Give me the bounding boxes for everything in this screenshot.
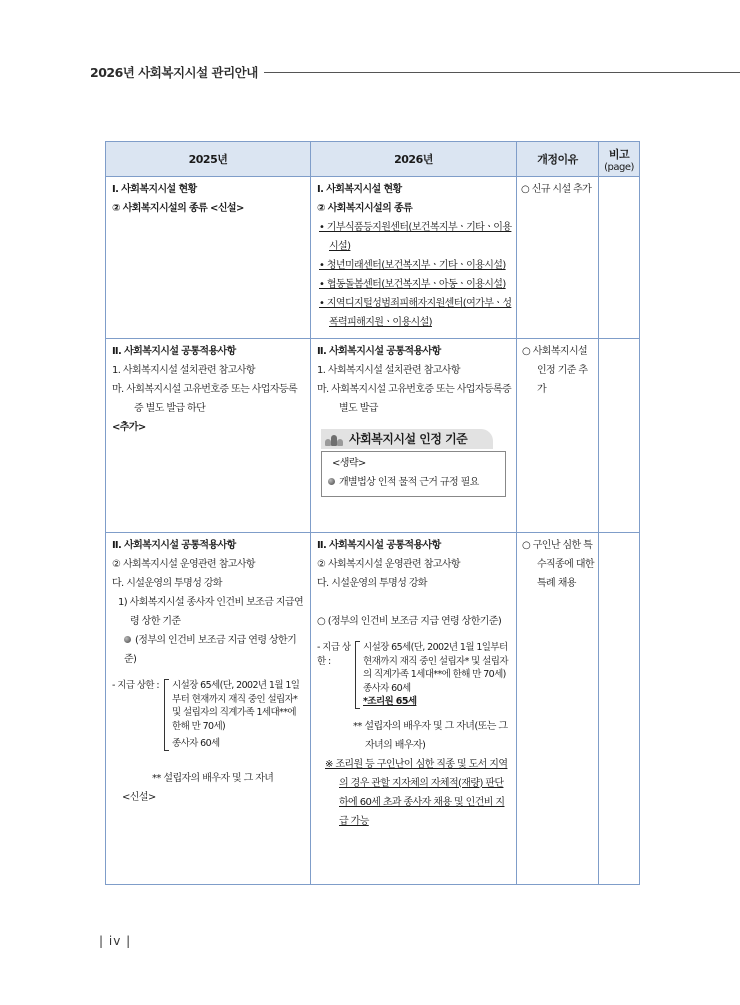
- standard-title: 사회복지시설 인정 기준: [349, 431, 468, 446]
- clause-lead: - 지급 상한 :: [317, 642, 351, 667]
- text-line: [328, 473, 499, 492]
- note-exception: ※ 조리원 등 구인난이 심한 직종 및 도서 지역의 경우 관할 지자체의 자체적(재량) 판단하에 60세 초과 종사자 채용 및 인건비 지급 가능: [325, 758, 508, 827]
- facility-item: • 청년미래센터(보건복지부ㆍ기타ㆍ이용시설): [319, 260, 506, 271]
- page-number: | iv |: [99, 934, 132, 948]
- facility-item: • 협동돌봄센터(보건복지부ㆍ아동ㆍ이용시설): [319, 279, 506, 290]
- row2-old: [106, 339, 311, 533]
- remark-sub: (page): [604, 161, 634, 173]
- row2-remark: [599, 339, 640, 533]
- text-line: Ⅰ. 사회복지시설 현황: [317, 184, 402, 195]
- remark-label: 비고: [608, 147, 630, 161]
- text-line: 1) 사회복지시설 종사자 인건비 보조금 지급연령 상한 기준: [118, 597, 304, 627]
- age-limit-clause: [112, 679, 306, 751]
- text-line: Ⅱ. 사회복지시설 공통적용사항: [317, 540, 441, 551]
- text-line: Ⅱ. 사회복지시설 공통적용사항: [112, 346, 236, 357]
- text-line: ② 사회복지시설 운영관련 참고사항: [317, 559, 460, 570]
- text-line: 마. 사회복지시설 고유번호증 또는 사업자등록증 별도 발급: [317, 384, 512, 414]
- clause-items: [363, 641, 512, 709]
- clause-item: 종사자 60세: [172, 738, 220, 749]
- text-line: [112, 631, 306, 669]
- facility-item: • 기부식품등지원센터(보건복지부ㆍ기타ㆍ이용시설): [319, 222, 512, 252]
- text-line: Ⅰ. 사회복지시설 현황: [112, 184, 197, 195]
- standard-box: [321, 451, 506, 497]
- row3-new: [311, 533, 517, 885]
- table-row: [106, 339, 640, 533]
- text-line: Ⅱ. 사회복지시설 공통적용사항: [112, 540, 236, 551]
- col-2026: 2026년: [311, 142, 517, 177]
- standard-tab: [321, 429, 493, 449]
- text-line: ○ (정부의 인건비 보조금 지급 연령 상한기준): [317, 616, 502, 627]
- note: ** 설립자의 배우자 및 그 자녀: [152, 772, 274, 784]
- standard-box-title: [317, 427, 512, 451]
- row3-old: [106, 533, 311, 885]
- text-line: 다. 시설운영의 투명성 강화: [317, 578, 427, 589]
- col-remark: [599, 142, 640, 177]
- row3-remark: [599, 533, 640, 885]
- facility-item: • 지역디지털성범죄피해자지원센터(여가부ㆍ성폭력피해지원ㆍ이용시설): [319, 298, 512, 328]
- header-rule: [264, 72, 740, 73]
- document-title: 2026년 사회복지시설 관리안내: [90, 65, 258, 80]
- age-limit-clause: [317, 641, 512, 709]
- clause-lead: - 지급 상한 :: [112, 680, 159, 691]
- clause-item: 시설장 65세(단, 2002년 1월 1일부터 현재까지 재직 중인 설립자* 및 설립자의 직계가족 1세대**에 한해 만 70세): [363, 642, 508, 680]
- row1-remark: [599, 177, 640, 339]
- row1-reason: ○ 신규 시설 추가: [517, 177, 599, 339]
- row3-reason: ○ 구인난 심한 특수직종에 대한 특례 채용: [517, 533, 599, 885]
- text-line: Ⅱ. 사회복지시설 공통적용사항: [317, 346, 441, 357]
- clause-item: 시설장 65세(단, 2002년 1월 1일부터 현재까지 재직 중인 설립자* 및 설립자의 직계가족 1세대**에 한해 만 70세): [172, 680, 300, 732]
- table-row: [106, 533, 640, 885]
- text-line: <추가>: [112, 422, 146, 433]
- cook-exception: *조리원 65세: [363, 696, 417, 707]
- row2-reason: ○ 사회복지시설 인정 기준 추가: [517, 339, 599, 533]
- row1-old: [106, 177, 311, 339]
- text-line: 마. 사회복지시설 고유번호증 또는 사업자등록증 별도 발급 하단: [112, 384, 298, 414]
- clause-item: 종사자 60세: [363, 682, 411, 694]
- text-line: 1. 사회복지시설 설치관련 참고사항: [112, 365, 255, 376]
- text-line: <생략>: [332, 458, 366, 469]
- text-line: ② 사회복지시설 운영관련 참고사항: [112, 559, 255, 570]
- text-line: ② 사회복지시설의 종류: [317, 203, 413, 214]
- clause-items: [172, 679, 306, 751]
- col-reason: 개정이유: [517, 142, 599, 177]
- clause-bracket: [355, 641, 360, 709]
- comparison-table: [105, 141, 640, 885]
- people-icon: [325, 432, 343, 446]
- text-line: 다. 시설운영의 투명성 강화: [112, 578, 222, 589]
- clause-bracket: [164, 679, 169, 751]
- table-row: [106, 177, 640, 339]
- table-header-row: [106, 142, 640, 177]
- running-header: [90, 64, 740, 80]
- text-line: 1. 사회복지시설 설치관련 참고사항: [317, 365, 460, 376]
- new-tag: <신설>: [122, 791, 156, 803]
- text-line: ② 사회복지시설의 종류 <신설>: [112, 203, 244, 214]
- bullet-text: (정부의 인건비 보조금 지급 연령 상한기준): [124, 635, 297, 665]
- bullet-icon: [124, 636, 131, 643]
- note: ** 설립자의 배우자 및 그 자녀(또는 그 자녀의 배우자): [353, 720, 508, 751]
- bullet-text: 개별법상 인적 물적 근거 규정 필요: [339, 477, 479, 488]
- row2-new: [311, 339, 517, 533]
- row1-new: [311, 177, 517, 339]
- col-2025: 2025년: [106, 142, 311, 177]
- bullet-icon: [328, 478, 335, 485]
